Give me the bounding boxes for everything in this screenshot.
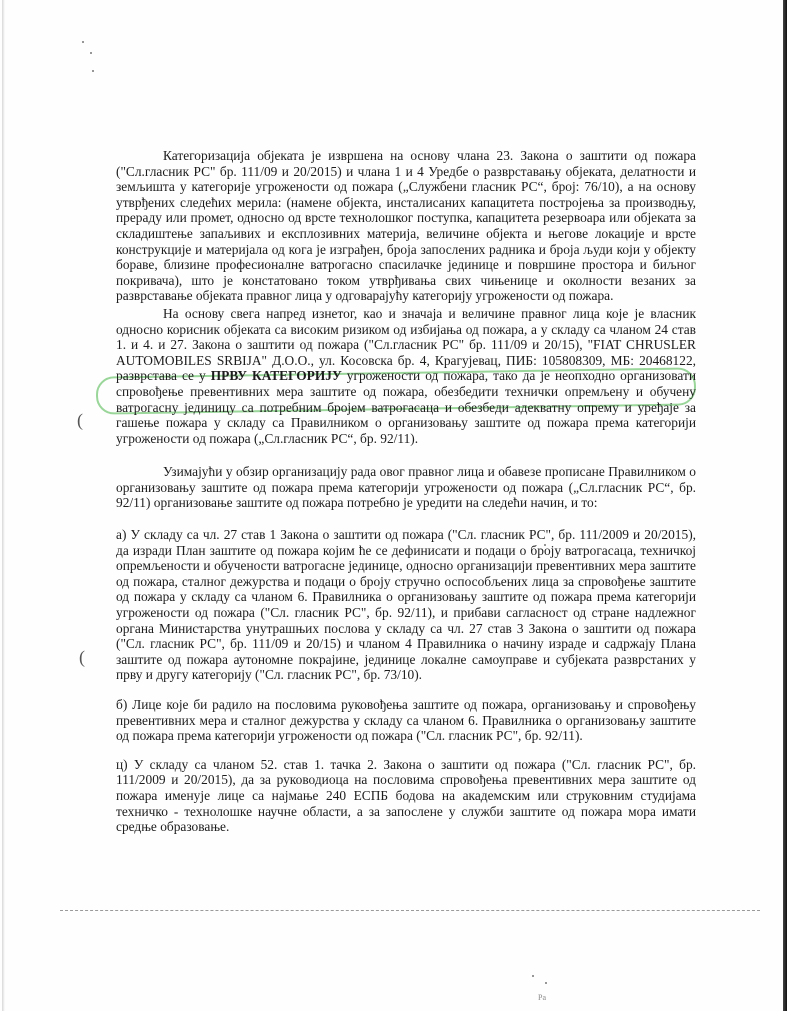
scan-speck: [82, 41, 84, 43]
margin-bracket-mark: (: [79, 647, 85, 667]
scan-speck: [532, 975, 534, 977]
paragraph-item-a: а) У складу са чл. 27 став 1 Закона о заштити од пожара ("Сл. гласник РС", бр. 111/2009 и 20/2015), да изради План заштите од пожара којим ће се дефинисати и подаци о броју ватрогасаца, техничкој опремљености и обучености ватрогасне јединице, односно организацији превентивних мера заштите од пожара, сталног дежурства и подаци о броју стручно оспособљених лица за спровођење заштите од пожара у складу са чланом 6. Правилника о организовању заштите од пожара према категорији угрожености од пожара ("Сл. гласник РС", бр. 92/11), и прибави сагласност од стране надлежног органа Министарства унутрашњих послова у складу са чл. 27 став 3 Закона о заштити од пожара ("Сл. гласник РС", бр. 111/09 и 20/15) и чланом 4 Правилника о начину израде и садржају Плана заштите од пожара аутономне покрајине, јединице локалне самоуправе и субјеката разврстаних у прву и другу категорију ("Сл. гласник РС", бр. 73/10).: [116, 527, 696, 683]
paragraph-categorization: Категоризација објеката је извршена на основу члана 23. Закона о заштити од пожара ("Сл.гласник РС" бр. 111/09 и 20/2015) и члана 1 и 4 Уредбе о разврставању објеката, делатности и земљишта у категорије угрожености од пожара („Службени гласник РС“, број: 76/10), а на основу утврђених следећих мерила: (намене објекта, инсталисаних капацитета постројења за производњу, прераду или промет, односно од врсте технолошког поступка, капацитета резервоара или објеката за складиштење запаљивих и експлозивних материја, величине објекта и његове локације и врсте конструкције и материјала од кога је изграђен, броја запослених радника и броја људи који у објекту бораве, близине професионалне ватрогасно спасилачке јединице и површине простора и биљног покривача), што је констатовано током утврђивања свих чињенице и околности везаних за разврставање објеката правног лица у одговарајућу категорију угрожености од пожара.: [116, 148, 696, 304]
paragraph-classification-text-end: угрожености од пожара, тако да је неопходно организовати спровођење превентивних мера заштите од пожара, обезбедити технички опремљену и обучену ватрогасну јединицу са потребним бројем ватрогасаца и обезбеди адекватну опрему и уређаје за гашење пожара у складу са Правилником о организовању заштите од пожара према категорији угрожености од пожара („Сл.гласник РС“, бр. 92/11).: [116, 368, 696, 446]
scan-edge-left: [2, 0, 5, 1011]
scan-speck: [90, 52, 92, 54]
paragraph-classification-text: На основу свега напред изнетог, као и значаја и величине правног лица које је власник односно корисник објеката са високим ризиком од избијања од пожара, а у складу са чланом 24 став 1. и 4. и 27. Закона о заштити од пожара ("Сл.гласник РС" бр. 111/09 и 20/15), "FIAT CHRUSLER AUTOMOBILES SRBIJA" Д.О.О., ул. Косовска бр. 4, Крагујевац, ПИБ: 105808309, МБ: 20468122, разврстава се у: [116, 305, 696, 384]
paragraph-item-c: ц) У складу са чланом 52. став 1. тачка 2. Закона о заштити од пожара ("Сл. гласник РС", бр. 111/2009 и 20/2015), да за руководиоца на пословима спровођења превентивних мера заштите од пожара именује лице са најмање 240 ЕСПБ бодова на академским или струковним студијама техничко - технолошке научне области, а за запослене у служби заштите од пожара мора имати средње образовање.: [116, 756, 696, 835]
scan-speck: [545, 982, 547, 984]
margin-bracket-mark: (: [77, 410, 83, 430]
page-bottom-rule: [60, 910, 760, 911]
scan-edge-right: [783, 0, 787, 1011]
paragraph-organization: Узимајући у обзир организацију рада овог правног лица и обавезе прописане Правилником о организовању заштите од пожара према категорији угрожености од пожара („Сл.гласник РС“, бр. 92/11) организовање заштите од пожара потребно је уредити на следећи начин, и то:: [116, 464, 696, 511]
paragraph-classification: [116, 306, 696, 446]
document-body: [116, 148, 696, 835]
scan-speck: [92, 70, 94, 72]
footer-mark: Pa: [538, 993, 546, 1002]
paragraph-item-b: б) Лице које би радило на пословима руковођења заштите од пожара, организовању и спровођењу превентивних мера и сталног дежурства у складу са чланом 6. Правилника о организовању заштите од пожара према категорији угрожености од пожара ("Сл. гласник РС", бр. 92/11).: [116, 697, 696, 744]
category-emphasis: ПРВУ КАТЕГОРИЈУ: [210, 368, 342, 384]
